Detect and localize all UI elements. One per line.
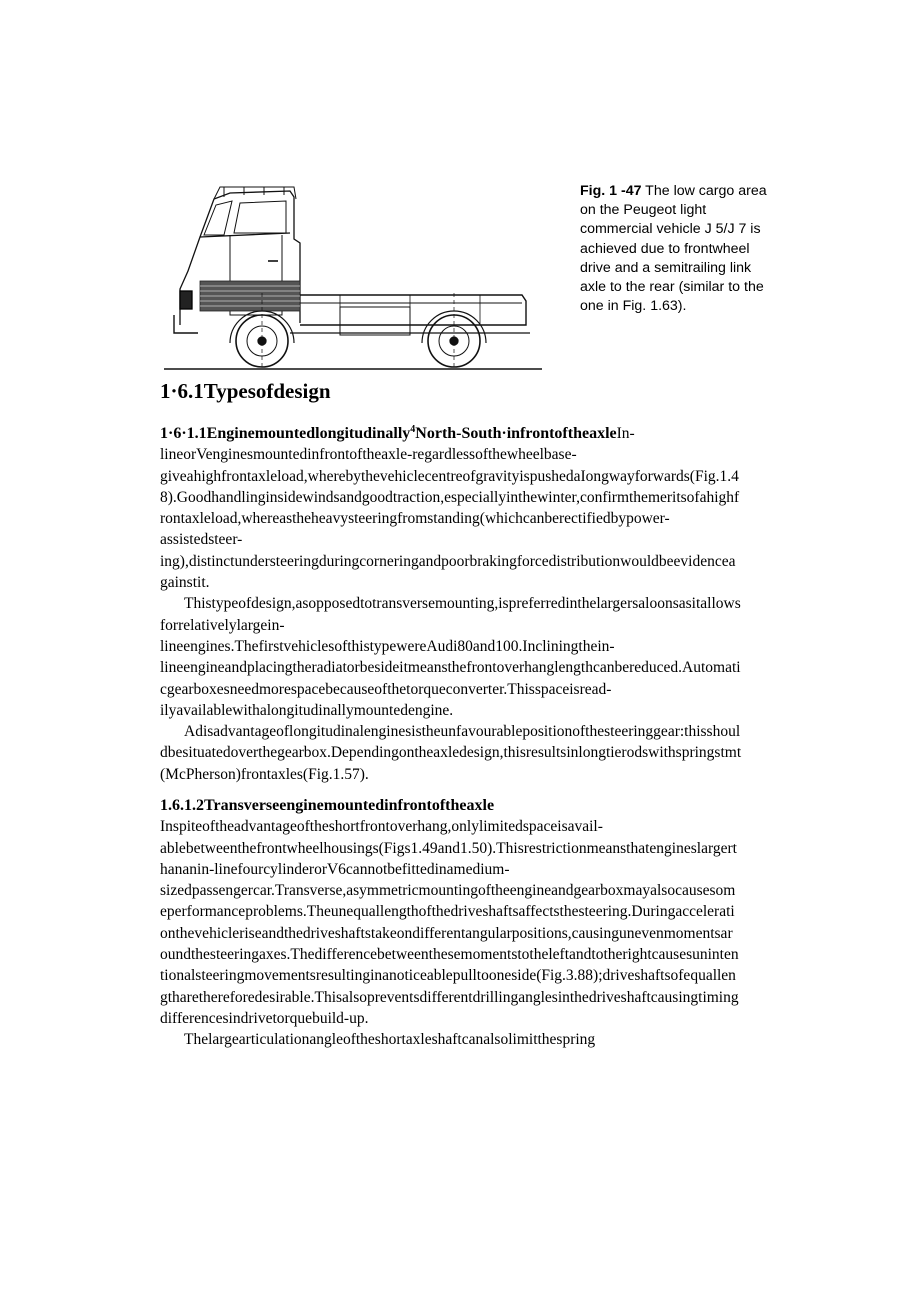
text-line: differencesindrivetorquebuild-up. [160, 1009, 369, 1027]
text-line: dbesituatedoverthegearbox.Dependingontheaxledesign,thisresultsinlongtierodswithspringstmt [160, 744, 742, 762]
text-line: lineorVenginesmountedinfrontoftheaxle-regardlessofthewheelbase- [160, 446, 577, 464]
subsection-1-heading-part: infrontoftheaxle [506, 425, 617, 442]
heading-dot: · [501, 425, 507, 442]
subsection-2 [160, 795, 800, 1051]
text-line: oundthesteeringaxes.Thedifferencebetweenthesemomentstotheleftandtotherightcausesuninten [160, 946, 739, 964]
text-line: ablebetweenthefrontwheelhousings(Figs1.49and1.50).Thisrestrictionmeansthatengineslargert [160, 839, 737, 857]
text-line: sizedpassengercar.Transverse,asymmetricmountingoftheengineandgearboxmayalsocausesom [160, 882, 736, 900]
figure-caption-label: Fig. 1 -47 [580, 183, 642, 199]
text-line: lineengines.ThefirstvehiclesofthistypewereAudi80and100.Incliningthein- [160, 637, 615, 655]
figure-caption-line: commercial vehicle J 5/J 7 is [580, 221, 761, 238]
section-heading: 1·6.1Typesofdesign [160, 379, 331, 403]
subsection-2-heading: 1.6.1.2Transverseenginemountedinfrontoftheaxle [160, 797, 495, 814]
subsection-1-heading-part: North-South [415, 425, 502, 442]
text-line: onthevehicleriseandthedriveshaftstakeondifferentangularpositions,causingunevenmomentsar [160, 924, 733, 942]
text-line: gtharethereforedesirable.Thisalsopreventsdifferentdrillinganglesinthedriveshaftcausingtiming [160, 988, 739, 1006]
vehicle-illustration [160, 183, 546, 373]
text-line: Thelargearticulationangleoftheshortaxleshaftcanalsolimitthespring [184, 1031, 596, 1049]
text-line: ilyavailablewithalongitudinallymountedengine. [160, 701, 454, 719]
text-line: Thistypeofdesign,asopposedtotransversemounting,ispreferredinthelargersaloonsasitallows [184, 595, 741, 613]
subsection-1-heading-line [160, 423, 800, 444]
text-line: gainstit. [160, 574, 210, 592]
heading-superscript: 4 [410, 423, 416, 435]
text-line: rontaxleload,whereastheheavysteeringfromstanding(whichcanberectifiedbypower- [160, 510, 670, 528]
figure-caption [580, 182, 795, 316]
figure-caption-line: one in Fig. 1.63). [580, 298, 687, 315]
figure-caption-line: achieved due to frontwheel [580, 240, 750, 257]
paragraph-lead: In- [616, 425, 635, 442]
figure-caption-line: The low cargo area [641, 183, 767, 199]
text-line: (McPherson)frontaxles(Fig.1.57). [160, 765, 369, 783]
text-line: forrelativelylargein- [160, 616, 285, 634]
text-line: eperformanceproblems.Theunequallengthofthedriveshaftsaffectsthesteering.Duringaccelerati [160, 903, 735, 921]
text-line: assistedsteer- [160, 531, 243, 549]
text-line: tionalsteeringmovementsresultinginanoticeablepulltooneside(Fig.3.88);driveshaftsofequallen [160, 967, 736, 985]
subsection-1 [160, 423, 800, 785]
text-line: lineengineandplacingtheradiatorbesideitmeansthefrontoverhanglengthcanbereduced.Automati [160, 659, 741, 677]
subsection-1-heading: 1·6·1.1Enginemountedlongitudinally [160, 425, 411, 442]
text-line: ing),distinctundersteeringduringcorneringandpoorbrakingforcedistributionwouldbeevidencea [160, 552, 736, 570]
text-line: cgearboxesneedmorespacebecauseofthetorqueconverter.Thisspaceisread- [160, 680, 612, 698]
figure-caption-line: drive and a semitrailing link [580, 259, 752, 276]
text-line: 8).Goodhandlinginsidewindsandgoodtraction,especiallyinthewinter,confirmthemeritsofahighf [160, 488, 740, 506]
figure-caption-line: on the Peugeot light [580, 202, 707, 219]
text-line: Adisadvantageoflongitudinalenginesistheunfavourablepositionofthesteeringgear:thisshoul [184, 723, 741, 741]
figure-caption-line: axle to the rear (similar to the [580, 279, 764, 296]
text-line: giveahighfrontaxleload,wherebythevehiclecentreofgravityispushedaIongwayforwards(Fig.1.4 [160, 467, 739, 485]
text-line: hananin-linefourcylinderorV6cannotbefittedinamedium- [160, 860, 510, 878]
text-line: Inspiteoftheadvantageoftheshortfrontoverhang,onlylimitedspaceisavail- [160, 818, 603, 836]
